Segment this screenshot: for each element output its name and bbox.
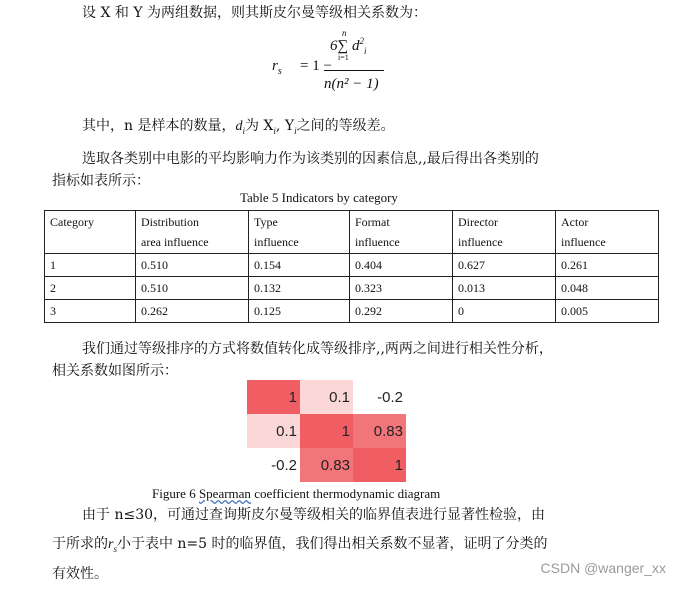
table-cell: 0.013 [453, 277, 556, 300]
heatmap-cell: 0.1 [247, 414, 300, 448]
formula-numerator: n 6∑ $d^2_i$ i=1 [330, 28, 367, 62]
heatmap-cell: -0.2 [247, 448, 300, 482]
table-cell: 2 [45, 277, 136, 300]
table-row [45, 300, 659, 323]
watermark: CSDN @wanger_xx [540, 560, 666, 576]
table-cell: 0.005 [556, 300, 659, 323]
heatmap-cell: 1 [300, 414, 353, 448]
table-cell: 0.292 [350, 300, 453, 323]
table-cell: 0.132 [249, 277, 350, 300]
table-cell: 0.261 [556, 254, 659, 277]
spearman-formula [272, 28, 392, 100]
table-row [45, 254, 659, 277]
figure-caption: Figure 6 Spearman coefficient thermodynamic diagram [152, 486, 441, 501]
select-text-line1: 选取各类别中电影的平均影响力作为该类别的因素信息,,最后得出各类别的 [82, 151, 539, 167]
formula-denominator: n(n² − 1) [324, 76, 379, 92]
table-header-row [45, 211, 659, 254]
table-caption: Table 5 Indicators by category [240, 190, 398, 205]
table-cell: 0.048 [556, 277, 659, 300]
heatmap-cell: 0.83 [300, 448, 353, 482]
table-row [45, 277, 659, 300]
table-header-cell: Actor influence [556, 211, 659, 254]
table-cell: 0 [453, 300, 556, 323]
intro-text: 设 X 和 Y 为两组数据，则其斯皮尔曼等级相关系数为： [82, 5, 428, 21]
table-header-cell: Category [45, 211, 136, 254]
heatmap-cell: -0.2 [353, 380, 406, 414]
conclusion-line2: 于所求的$r_s$小于表中 n=5 时的临界值，我们得出相关系数不显著，证明了分类的 [52, 536, 548, 554]
table-cell: 0.510 [136, 277, 249, 300]
where-text: 其中，n 是样本的数量，$d_i$为 $X_i$, $Y_i$之间的等级差。 [82, 118, 395, 136]
table-cell: 0.125 [249, 300, 350, 323]
heatmap-cell: 1 [247, 380, 300, 414]
fraction-bar [324, 70, 384, 71]
table-cell: 0.323 [350, 277, 453, 300]
formula-lhs: $r_s$ [272, 58, 282, 77]
table-cell: 0.627 [453, 254, 556, 277]
heatmap-cell: 1 [353, 448, 406, 482]
table-header-cell: Director influence [453, 211, 556, 254]
table-cell: 0.404 [350, 254, 453, 277]
select-text-line2: 指标如表所示： [52, 173, 150, 189]
table-header-cell: Format influence [350, 211, 453, 254]
table-header-cell: Type influence [249, 211, 350, 254]
table-cell: 0.262 [136, 300, 249, 323]
table-cell: 0.510 [136, 254, 249, 277]
table-cell: 1 [45, 254, 136, 277]
formula-one-minus: = 1 − [300, 58, 332, 74]
indicators-table [44, 210, 659, 323]
heatmap-cell: 0.83 [353, 414, 406, 448]
conclusion-line1: 由于 n≤30，可通过查询斯皮尔曼等级相关的临界值表进行显著性检验，由 [82, 507, 546, 523]
conclusion-line3: 有效性。 [52, 566, 108, 582]
table-cell: 3 [45, 300, 136, 323]
table-cell: 0.154 [249, 254, 350, 277]
heatmap-cell: 0.1 [300, 380, 353, 414]
method-text-line2: 相关系数如图所示： [52, 363, 178, 379]
table-header-cell: Distribution area influence [136, 211, 249, 254]
method-text-line1: 我们通过等级排序的方式将数值转化成等级排序,,两两之间进行相关性分析， [82, 341, 553, 357]
